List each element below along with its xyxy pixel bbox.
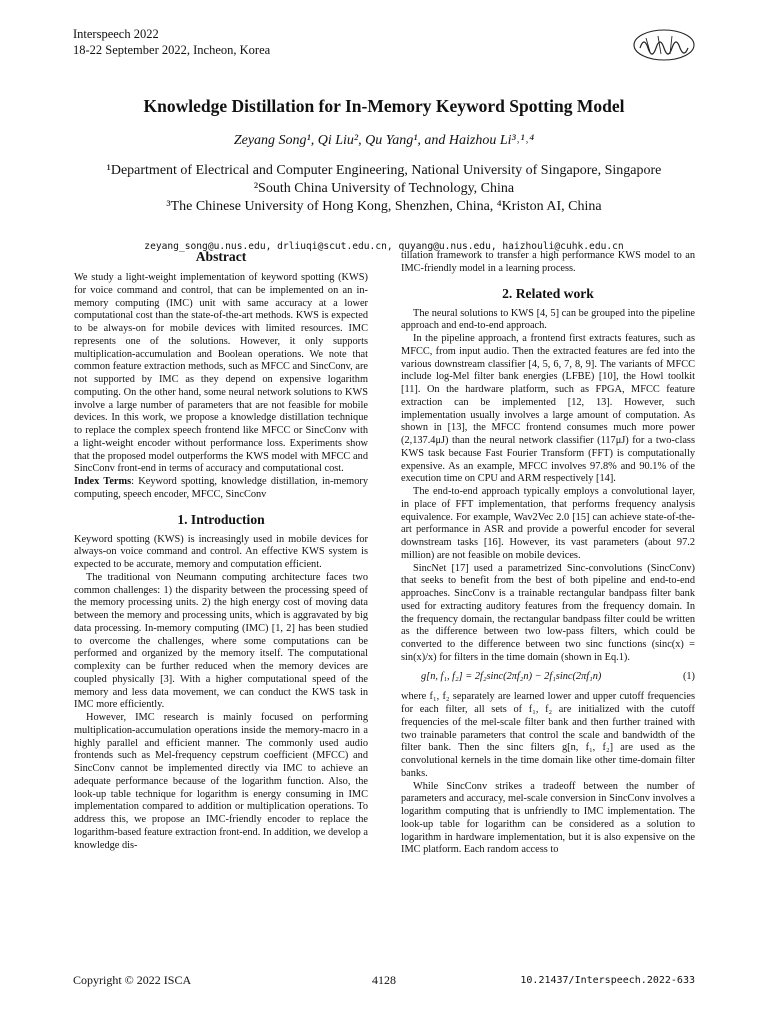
abstract-heading: Abstract <box>195 249 247 264</box>
affiliation-2: ²South China University of Technology, China <box>253 181 515 196</box>
abstract-body: We study a light-weight implementation of keyword spotting (KWS) for voice command and control, that can be implemented on an in-memory computing (IMC) unit with same accuracy at a lower computational cost than the state-of-the-art methods. KWS is expected to be always-on for mobile devices with limited resources. IMC represents one of the solutions. However, it only supports multiplication-accumulation and Boolean operations. We note that common feature extraction methods, such as MFCC and SincConv, are not supported by IMC as they depend on expensive logarithm computing. On the other hand, some neural network solutions to KWS involve a large number of parameters that are not feasible for mobile devices. In this work, we propose a knowledge distillation technique to replace the complex speech frontend like MFCC or SincConv with a light-weight encoder without performance loss. Experiments show that the proposed model outperforms the KWS model with MFCC and SincConv front-end in terms of accuracy and computational cost. <box>74 272 368 475</box>
intro-paragraph-1: Keyword spotting (KWS) is increasingly used in mobile devices for always-on voice command and control. An effective KWS system is expected to be accurate, memory and computation efficient. <box>74 533 368 570</box>
author-emails: zeyang_song@u.nus.edu, drliuqi@scut.edu.cn, quyang@u.nus.edu, haizhouli@cuhk.edu.cn <box>144 241 624 252</box>
introduction-heading: 1. Introduction <box>177 511 265 527</box>
right-column <box>401 250 695 857</box>
related-paragraph-2: In the pipeline approach, a frontend first extracts features, such as MFCC, from input audio. Then the extracted features are fed into the various downstream classifier [4, 5, 6, 7, 8, 9]. The variants of MFCC include log-Mel filter bank energies (LFBE) [10], the Howl toolkit [11]. On the hardware platform, such as FPGA, MFCC feature extraction can be implemented [12, 13]. However, such implementation usually involves a large amount of computation. As shown in [13], the MFCC frontend consumes much more power (2,137.4μJ) than the neural network classifier (117μJ) for a two-class KWS task because Fast Fourier Transform (FFT) is computationally expensive. As an example, MFCC involves 97.8% and 90.1% of the execution time on CPU and ARM respectively [14]. <box>401 333 695 485</box>
footer-doi: 10.21437/Interspeech.2022-633 <box>520 975 695 986</box>
isca-logo-icon <box>632 28 696 62</box>
related-work-heading: 2. Related work <box>502 285 594 301</box>
index-terms-text: : Keyword spotting, knowledge distillation, in-memory computing, speech encoder, MFCC, SincConv <box>74 476 368 500</box>
related-paragraph-1: The neural solutions to KWS [4, 5] can be grouped into the pipeline approach and end-to-end approach. <box>401 307 695 332</box>
left-column <box>74 248 368 852</box>
footer-copyright: Copyright © 2022 ISCA <box>73 973 192 987</box>
equation-1-formula: g[n, f₁, f₂] = 2f₂sinc(2πf₂n) − 2f₁sinc(2πf₁n) <box>421 670 602 682</box>
affiliation-3: ³The Chinese University of Hong Kong, Shenzhen, China, ⁴Kriston AI, China <box>166 199 602 214</box>
related-paragraph-4: SincNet [17] used a parametrized Sinc-convolutions (SincConv) that seeks to benefit from the best of both pipeline and end-to-end approaches. SincConv is a trainable rectangular bandpass filter bank used for extracting auditory features from the frequency domain. In the frequency domain, the rectangular bandpass filter could be written as the difference between two low-pass filters, which could be converted to the difference between two sinc functions (sinc(x) = sin(x)/x) for filters in the time domain (shown in Eq.1). <box>401 562 695 663</box>
intro-paragraph-2: The traditional von Neumann computing architecture faces two common challenges: 1) the disparity between the processing speed of the memory processing units. 2) the high energy cost of moving data between the memory and processing units, which is aggravated by big data processing. In-memory computing (IMC) [1, 2] has been studied to overcome the challenges, where some computations can be performed and organized by the memory itself. The computational complexity can be further reduced when the memory devices are coupled physically [3]. With a higher computational speed of the memory and less data movement, we can conduct the KWS task in IMC more efficiently. <box>74 571 368 711</box>
paper-authors: Zeyang Song¹, Qi Liu², Qu Yang¹, and Haizhou Li³˒¹˒⁴ <box>233 133 535 148</box>
equation-1-number: (1) <box>682 670 695 682</box>
conference-header <box>73 26 270 58</box>
intro-paragraph-3: However, IMC research is mainly focused on performing multiplication-accumulation operations inside the memory-macro in a highly parallel and efficient manner. The commonly used audio frontends such as Mel-frequency cepstrum coefficient (MFCC) and SincConv cannot be implemented directly via IMC to achieve an adequate performance because of the logarithm function. Also, the look-up table technique for logarithm is energy consuming in IMC implementation compared to addition or multiplication operations. To address this, we propose an IMC-friendly encoder to replace the logarithm-based feature extraction front-end. In addition, we develop a knowledge dis- <box>74 712 368 851</box>
related-paragraph-6: While SincConv strikes a tradeoff between the number of parameters and accuracy, mel-scale conversion in SincConv involves a logarithm computing that is unfriendly to IMC implementation. The look-up table for logarithm can be considered as a solution to logarithm in hardware implementation, but it is also expensive on the IMC platform. Each random access to <box>401 780 695 856</box>
index-terms <box>74 476 368 502</box>
affiliation-1: ¹Department of Electrical and Computer Engineering, National University of Singapore, Singapore <box>106 163 662 178</box>
index-terms-label: Index Terms <box>74 476 132 487</box>
conference-name: Interspeech 2022 <box>73 27 159 41</box>
affiliations <box>0 162 768 216</box>
paper-title: Knowledge Distillation for In-Memory Keyword Spotting Model <box>143 96 625 116</box>
intro-continuation: tillation framework to transfer a high performance KWS model to an IMC-friendly model in a learning process. <box>401 250 695 274</box>
equation-1 <box>401 671 695 684</box>
footer-page-number: 4128 <box>372 973 396 987</box>
related-paragraph-3: The end-to-end approach typically employs a convolutional layer, in place of FFT implementation, that performs frequency analysis equivalence. For example, Wav2Vec 2.0 [15] can achieve state-of-the-art performance in ASR and provide a powerful encoder for several downstream tasks [16]. However, its vast parameters (about 97.2 million) are not feasible on mobile devices. <box>401 486 695 561</box>
conference-dates: 18-22 September 2022, Incheon, Korea <box>73 43 271 57</box>
related-paragraph-5: where f₁, f₂ separately are learned lower and upper cutoff frequencies for each filter, all sets of f₁, f₂ are initialized with the cutoff frequencies of the mel-scale filter bank and then further trained with two trainable parameters that control the scale and bandwidth of the filter bank. Then the sinc filters g[n, f₁, f₂] are used as the convolutional kernels in the time domain like other time-domain filter banks. <box>401 691 695 779</box>
